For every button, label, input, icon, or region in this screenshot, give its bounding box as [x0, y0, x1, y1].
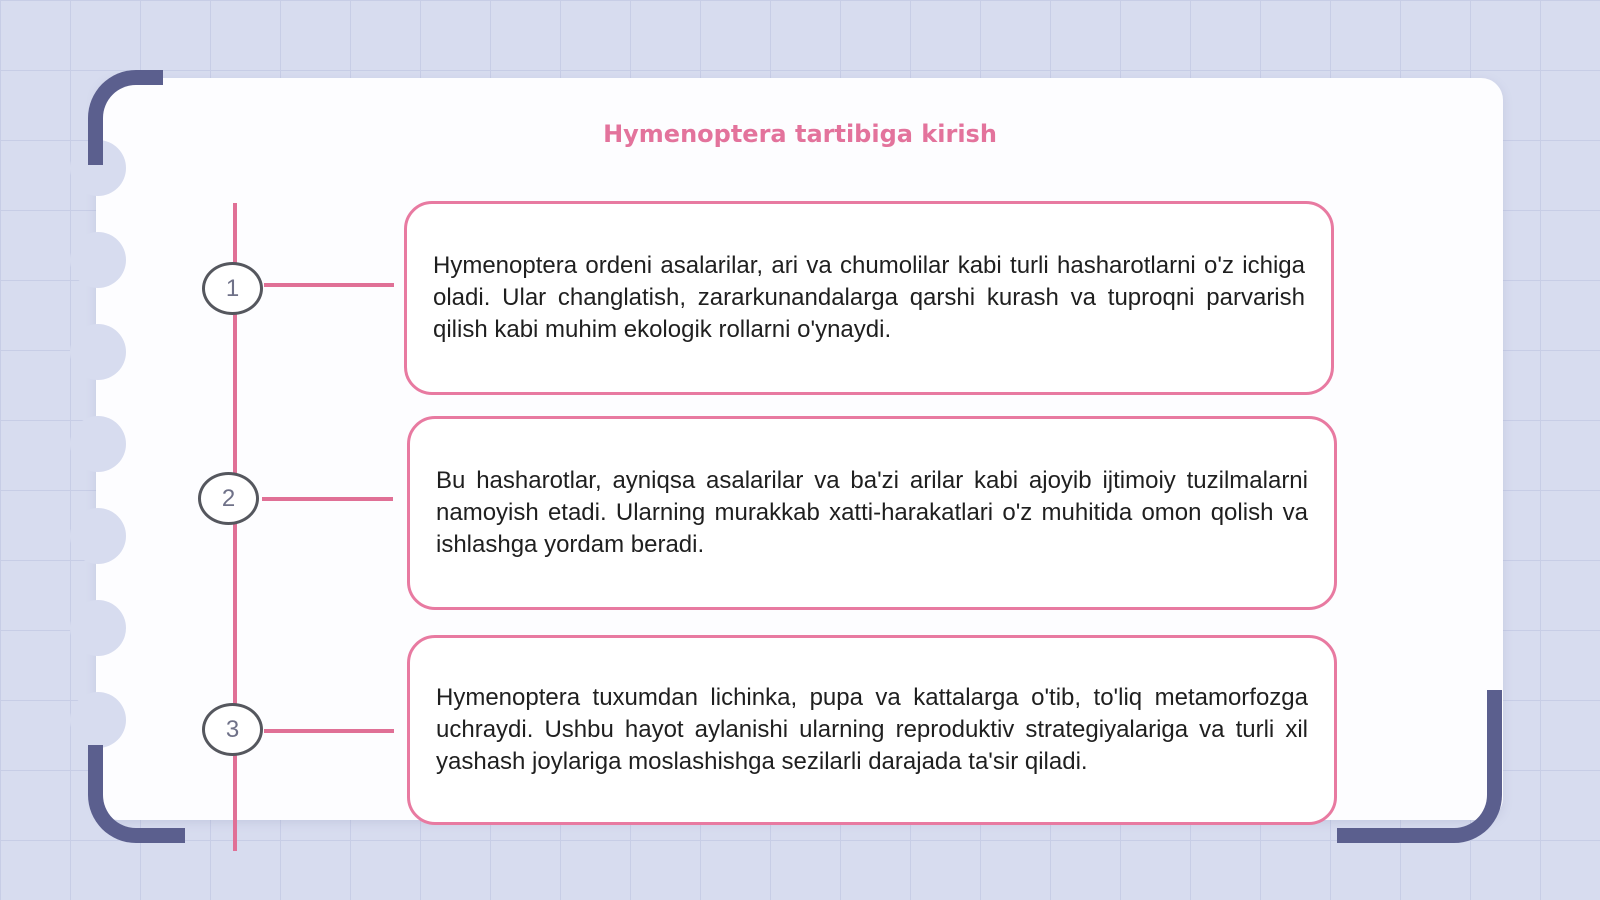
paper-scallop	[70, 692, 126, 748]
timeline-connector-1	[264, 283, 394, 287]
paper-scallop	[70, 324, 126, 380]
slide-title-text: Hymenoptera tartibiga kirish	[603, 120, 997, 148]
step-number-3: 3	[202, 703, 263, 756]
paper-scallop	[70, 232, 126, 288]
slide-title	[0, 120, 1600, 148]
paper-scallop	[70, 508, 126, 564]
corner-bracket-bottom-left	[88, 745, 185, 843]
paper-scallop	[70, 600, 126, 656]
paper-scallop	[70, 416, 126, 472]
timeline-connector-2	[262, 497, 393, 501]
step-text-1: Hymenoptera ordeni asalarilar, ari va chumolilar kabi turli hasharotlarni o'z ichiga oladi. Ular changlatish, zararkunandalarga qarshi kurash va tuproqni parvarish qilish kabi muhim ekologik rollarni o'ynaydi.	[433, 252, 1305, 343]
timeline-connector-3	[264, 729, 394, 733]
corner-bracket-bottom-right	[1337, 690, 1502, 843]
step-text-2: Bu hasharotlar, ayniqsa asalarilar va ba'zi arilar kabi ajoyib ijtimoiy tuzilmalarni namoyish etadi. Ularning murakkab xatti-harakatlari o'z muhitida omon qolish va ishlashga yordam beradi.	[436, 467, 1308, 558]
step-number-1: 1	[202, 262, 263, 315]
step-card-2	[407, 416, 1337, 610]
step-text-3: Hymenoptera tuxumdan lichinka, pupa va kattalarga o'tib, to'liq metamorfozga uchraydi. Ushbu hayot aylanishi ularning reproduktiv strategiyalariga va turli xil yashash joylariga moslashishga sezilarli darajada ta'sir qiladi.	[436, 684, 1308, 775]
step-card-1	[404, 201, 1334, 395]
step-card-3	[407, 635, 1337, 825]
step-number-2: 2	[198, 472, 259, 525]
corner-bracket-top-left	[88, 70, 163, 165]
